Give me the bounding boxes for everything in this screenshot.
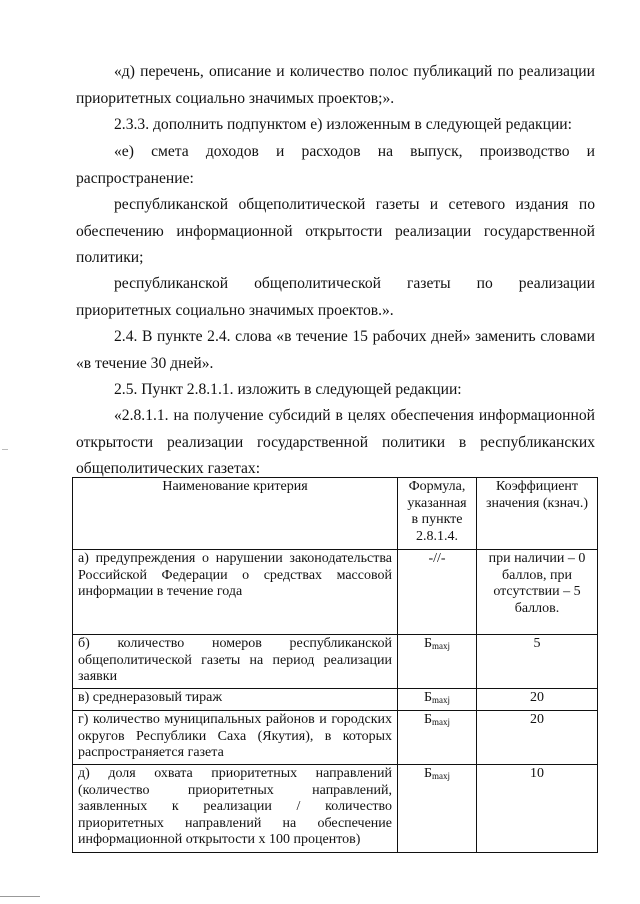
header-criterion: Наименование критерия xyxy=(73,478,398,550)
formula-text: Б xyxy=(423,636,433,651)
margin-mark xyxy=(2,449,8,450)
formula-subscript: maxj xyxy=(432,771,451,781)
paragraph-2-4: 2.4. В пункте 2.4. слова «в течение 15 рабочих дней» заменить словами «в течение 30 дней». xyxy=(76,328,595,372)
table-row xyxy=(73,765,598,853)
table-row xyxy=(73,635,598,689)
table-header-row xyxy=(73,478,598,550)
criterion-cell: г) количество муниципальных районов и городских округов Республики Саха (Якутия), в которых распространяется газета xyxy=(73,711,398,765)
formula-cell xyxy=(398,635,477,689)
formula-subscript: maxj xyxy=(432,641,451,651)
criteria-table xyxy=(72,477,598,853)
table-row xyxy=(73,550,598,635)
formula-text: Б xyxy=(423,766,433,781)
formula-cell xyxy=(398,765,477,853)
paragraph-e-item: «е) смета доходов и расходов на выпуск, производство и распространение: xyxy=(76,143,595,187)
criterion-cell: д) доля охвата приоритетных направлений (количество приоритетных направлений, заявленных к реализации / количество приоритетных направлений на обеспечение информационной открытости х 100 процентов) xyxy=(73,765,398,853)
paragraph-d-item: «д) перечень, описание и количество полос публикаций по реализации приоритетных социально значимых проектов;». xyxy=(76,63,595,107)
paragraph-newspaper-and-network: республиканской общеполитической газеты и сетевого издания по обеспечению информационной открытости реализации государственной политики; xyxy=(76,196,595,266)
coefficient-cell: при наличии – 0 баллов, при отсутствии – 5 баллов. xyxy=(477,550,598,635)
formula-cell xyxy=(398,550,477,635)
coefficient-cell: 20 xyxy=(477,688,598,711)
formula-text: -//- xyxy=(428,551,446,566)
table-row xyxy=(73,688,598,711)
coefficient-cell: 20 xyxy=(477,711,598,765)
criterion-cell: б) количество номеров республиканской общеполитической газеты на период реализации заявки xyxy=(73,635,398,689)
paragraph-2-5: 2.5. Пункт 2.8.1.1. изложить в следующей редакции: xyxy=(114,381,462,398)
header-coefficient: Коэффициент значения (кзнач.) xyxy=(477,478,598,550)
formula-text: Б xyxy=(423,712,433,727)
formula-subscript: maxj xyxy=(432,717,451,727)
coefficient-cell: 5 xyxy=(477,635,598,689)
table-row xyxy=(73,711,598,765)
formula-cell xyxy=(398,688,477,711)
formula-cell xyxy=(398,711,477,765)
paragraph-2-3-3: 2.3.3. дополнить подпунктом е) изложенным в следующей редакции: xyxy=(114,116,572,133)
footer-rule xyxy=(0,896,40,897)
criterion-cell: а) предупреждения о нарушении законодательства Российской Федерации о средствах массовой информации в течение года xyxy=(73,550,398,635)
header-formula: Формула, указанная в пункте 2.8.1.4. xyxy=(398,478,477,550)
paragraph-2-8-1-1: «2.8.1.1. на получение субсидий в целях обеспечения информационной открытости реализации государственной политики в республиканских общеполитических газетах: xyxy=(76,407,595,477)
formula-subscript: maxj xyxy=(432,694,451,705)
formula-text: Б xyxy=(423,689,433,705)
paragraph-newspaper-projects: республиканской общеполитической газеты по реализации приоритетных социально значимых проектов.». xyxy=(76,275,595,319)
criterion-cell: в) среднеразовый тираж xyxy=(73,688,398,711)
coefficient-cell: 10 xyxy=(477,765,598,853)
